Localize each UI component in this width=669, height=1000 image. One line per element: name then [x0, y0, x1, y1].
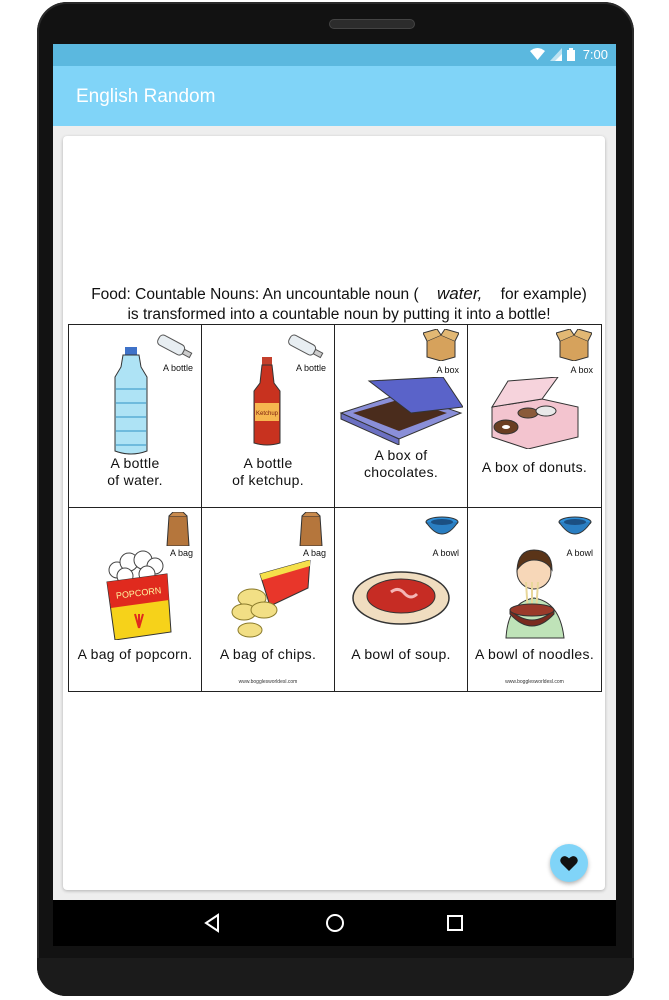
popcorn-bag-text: POPCORN	[115, 585, 162, 601]
ketchup-bottle-image	[250, 357, 284, 447]
wifi-icon	[530, 48, 545, 61]
water-bottle-image	[107, 347, 155, 457]
cell-tag: A bag	[302, 548, 326, 558]
small-bottle-icon	[151, 331, 197, 361]
cell-label	[202, 646, 334, 663]
cell-tag: A bottle	[162, 363, 193, 373]
cell-label-line2: of ketchup.	[232, 472, 304, 488]
cell-box-of-chocolates	[335, 325, 468, 508]
caption-emphasis: water,	[436, 284, 483, 303]
status-bar	[53, 44, 616, 66]
cell-label-line1: A bottle	[110, 455, 160, 471]
credit-text: www.bogglesworldesl.com	[505, 679, 564, 685]
cell-label	[69, 646, 201, 663]
chips-bag-image	[230, 560, 314, 640]
soup-bowl-image	[351, 568, 451, 628]
status-time: 7:00	[582, 47, 608, 62]
cell-label-line1: A bowl of noodles.	[474, 646, 595, 662]
tablet-bottom-edge	[37, 958, 634, 996]
cell-bottle-of-water	[69, 325, 202, 508]
screen	[53, 44, 616, 900]
cell-label-line1: A bottle	[243, 455, 293, 471]
cell-tag: A bag	[169, 548, 193, 558]
cell-tag: A box	[436, 365, 459, 375]
cell-signal-icon	[550, 48, 562, 61]
cell-label-line1: A box of	[374, 447, 428, 463]
small-bag-icon	[298, 512, 324, 546]
cell-label-line1: A bag of popcorn.	[77, 646, 193, 662]
cell-label-line2: chocolates.	[363, 464, 439, 480]
small-bowl-icon	[558, 516, 592, 538]
app-bar	[53, 66, 616, 126]
cell-label	[69, 455, 201, 489]
home-icon[interactable]	[324, 912, 346, 934]
small-bag-icon	[165, 512, 191, 546]
cell-tag: A bowl	[566, 548, 593, 558]
system-nav-bar	[53, 900, 616, 946]
cell-bottle-of-ketchup	[202, 325, 335, 508]
cell-tag: A bottle	[295, 363, 326, 373]
caption-line1-post: for example)	[500, 286, 587, 303]
caption-line2: is transformed into a countable noun by putting it into a bottle!	[127, 306, 551, 323]
cell-label	[335, 646, 467, 663]
cell-label-line2: of water.	[107, 472, 163, 488]
cell-tag: A bowl	[432, 548, 459, 558]
ketchup-label-text: Ketchup	[255, 411, 279, 417]
cell-label	[202, 455, 334, 489]
battery-icon	[567, 48, 575, 61]
favorite-button[interactable]	[550, 844, 588, 882]
app-title: English Random	[76, 86, 216, 107]
cell-label	[335, 447, 467, 481]
cell-label	[468, 646, 601, 663]
noun-grid	[68, 324, 602, 692]
small-box-icon	[556, 329, 592, 361]
cell-label	[468, 459, 601, 476]
cell-label-line1: A bowl of soup.	[351, 646, 451, 662]
cell-bowl-of-soup	[335, 508, 468, 691]
speaker-grille	[329, 19, 415, 29]
worksheet-caption	[89, 284, 589, 325]
credit-text: www.bogglesworldesl.com	[238, 679, 298, 685]
boy-eating-noodles-image	[496, 542, 572, 642]
small-box-icon	[423, 329, 459, 361]
recents-icon[interactable]	[444, 912, 466, 934]
cell-label-line1: A box of donuts.	[481, 459, 588, 475]
cell-bowl-of-noodles	[468, 508, 601, 691]
image-card[interactable]	[63, 136, 605, 890]
cell-label-line1: A bag of chips.	[219, 646, 317, 662]
back-icon[interactable]	[202, 912, 224, 934]
cell-bag-of-popcorn	[69, 508, 202, 691]
cell-box-of-donuts	[468, 325, 601, 508]
popcorn-bag-image	[97, 548, 177, 640]
donut-box-image	[488, 377, 580, 449]
cell-tag: A box	[570, 365, 593, 375]
small-bottle-icon	[282, 331, 328, 361]
small-bowl-icon	[425, 516, 459, 538]
caption-line1-pre: Food: Countable Nouns: An uncountable noun (	[91, 286, 419, 303]
chocolate-box-image	[339, 377, 463, 445]
heart-icon	[560, 855, 578, 871]
cell-bag-of-chips	[202, 508, 335, 691]
